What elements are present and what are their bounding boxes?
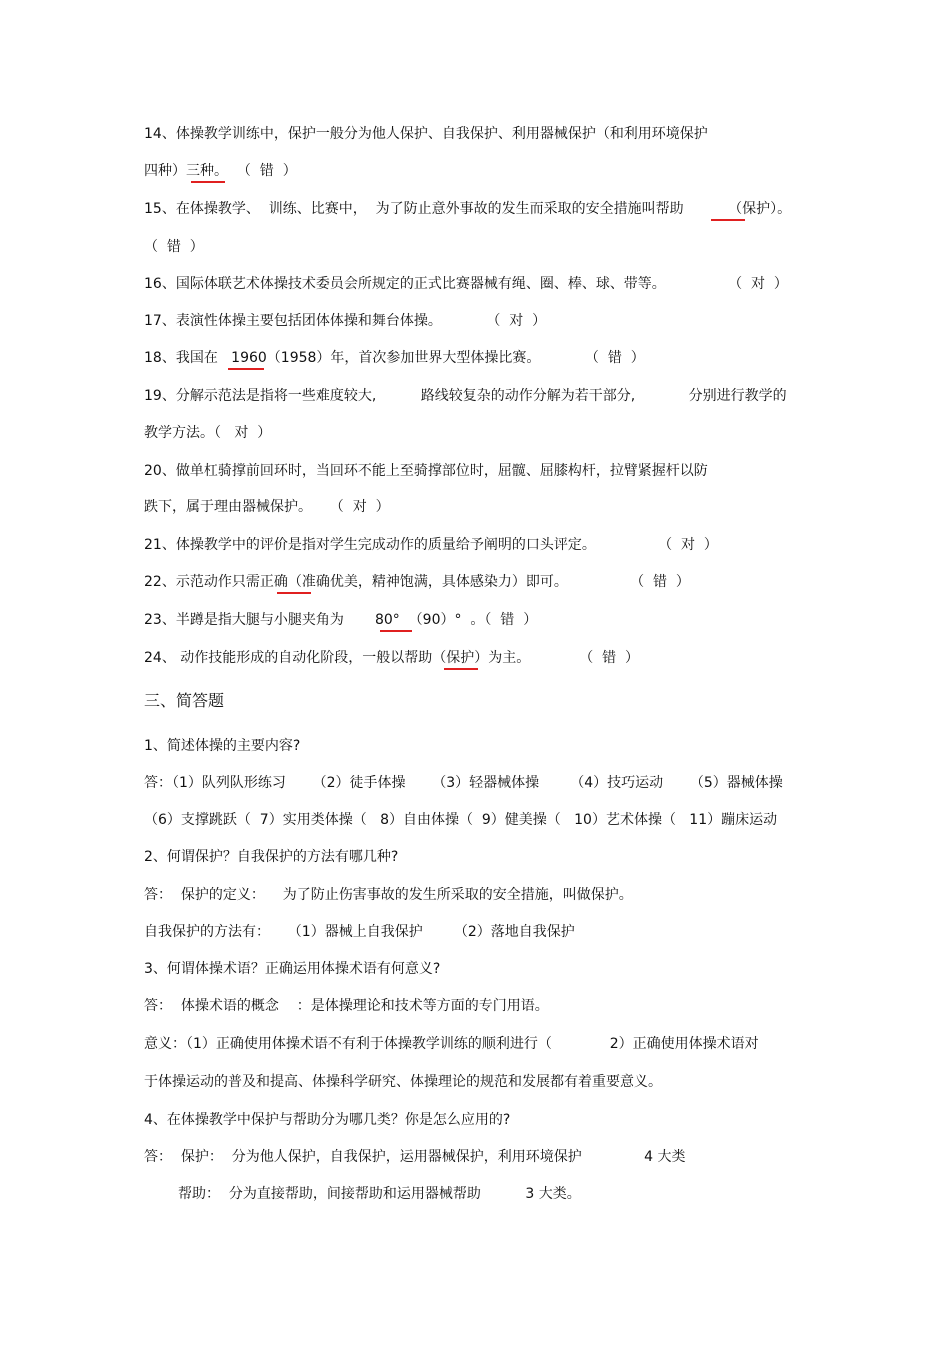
short-answer-3-line-2: 意义：（1）正确使用体操术语不有利于体操教学训练的顺利进行（ 2）正确使用体操术语对 [144, 1036, 759, 1052]
red-underline [277, 592, 311, 594]
section-title: 三、简答题 [144, 691, 225, 710]
red-underline [380, 630, 412, 632]
question-22: 22、示范动作只需正确（准确优美，精神饱满，具体感染力）即可。 （ 错 ） [144, 574, 690, 590]
question-19-line-2: 教学方法。（ 对 ） [144, 425, 272, 441]
question-24: 24、 动作技能形成的自动化阶段，一般以帮助（保护）为主。 （ 错 ） [144, 650, 640, 666]
red-underline [444, 668, 478, 670]
short-answer-1-question: 1、简述体操的主要内容? [144, 738, 301, 754]
short-answer-2-line-2: 自我保护的方法有： （1）器械上自我保护 （2）落地自我保护 [144, 924, 575, 940]
question-15-line-2: （ 错 ） [144, 239, 204, 255]
red-underline [191, 181, 225, 183]
question-14-line-1: 14、体操教学训练中，保护一般分为他人保护、自我保护、利用器械保护（和利用环境保护 [144, 126, 708, 142]
short-answer-3-line-1: 答： 体操术语的概念 ：是体操理论和技术等方面的专门用语。 [144, 998, 549, 1014]
question-15-line-1: 15、在体操教学、 训练、比赛中， 为了防止意外事故的发生而采取的安全措施叫帮助 （保护）。 [144, 201, 792, 217]
short-answer-2-question: 2、何谓保护？自我保护的方法有哪几种? [144, 849, 399, 865]
question-16: 16、国际体联艺术体操技术委员会所规定的正式比赛器械有绳、圈、棒、球、带等。 （ 对 ） [144, 276, 788, 292]
question-19-line-1: 19、分解示范法是指将一些难度较大, 路线较复杂的动作分解为若干部分, 分别进行教学的 [144, 388, 787, 404]
short-answer-1-line-1: 答：（1）队列队形练习 （2）徒手体操 （3）轻器械体操 （4）技巧运动 （5）器械体操 [144, 775, 783, 791]
short-answer-3-question: 3、何谓体操术语？正确运用体操术语有何意义? [144, 961, 441, 977]
red-underline [228, 368, 264, 370]
short-answer-4-line-1: 答： 保护： 分为他人保护，自我保护，运用器械保护，利用环境保护 4 大类 [144, 1149, 686, 1165]
question-23: 23、半蹲是指大腿与小腿夹角为 80° （90）° 。（ 错 ） [144, 612, 538, 628]
question-21: 21、体操教学中的评价是指对学生完成动作的质量给予阐明的口头评定。 （ 对 ） [144, 537, 718, 553]
short-answer-4-question: 4、在体操教学中保护与帮助分为哪几类？你是怎么应用的? [144, 1112, 511, 1128]
short-answer-4-line-2: 帮助： 分为直接帮助，间接帮助和运用器械帮助 3 大类。 [178, 1186, 581, 1202]
question-14-line-2: 四种）三种。 （ 错 ） [144, 163, 297, 179]
question-20-line-1: 20、做单杠骑撑前回环时，当回环不能上至骑撑部位时，屈髋、屈膝构杆，拉臂紧握杆以防 [144, 463, 708, 479]
short-answer-2-line-1: 答： 保护的定义： 为了防止伤害事故的发生所采取的安全措施，叫做保护。 [144, 887, 633, 903]
red-underline [711, 219, 745, 221]
short-answer-1-line-2: （6）支撑跳跃（ 7）实用类体操（ 8）自由体操（ 9）健美操（ 10）艺术体操（ 11）蹦床运动 [144, 812, 778, 828]
question-17: 17、表演性体操主要包括团体体操和舞台体操。 （ 对 ） [144, 313, 547, 329]
short-answer-3-line-3: 于体操运动的普及和提高、体操科学研究、体操理论的规范和发展都有着重要意义。 [144, 1074, 662, 1090]
question-18: 18、我国在 1960（1958）年，首次参加世界大型体操比赛。 （ 错 ） [144, 350, 645, 366]
question-20-line-2: 跌下，属于理由器械保护。 （ 对 ） [144, 499, 390, 515]
